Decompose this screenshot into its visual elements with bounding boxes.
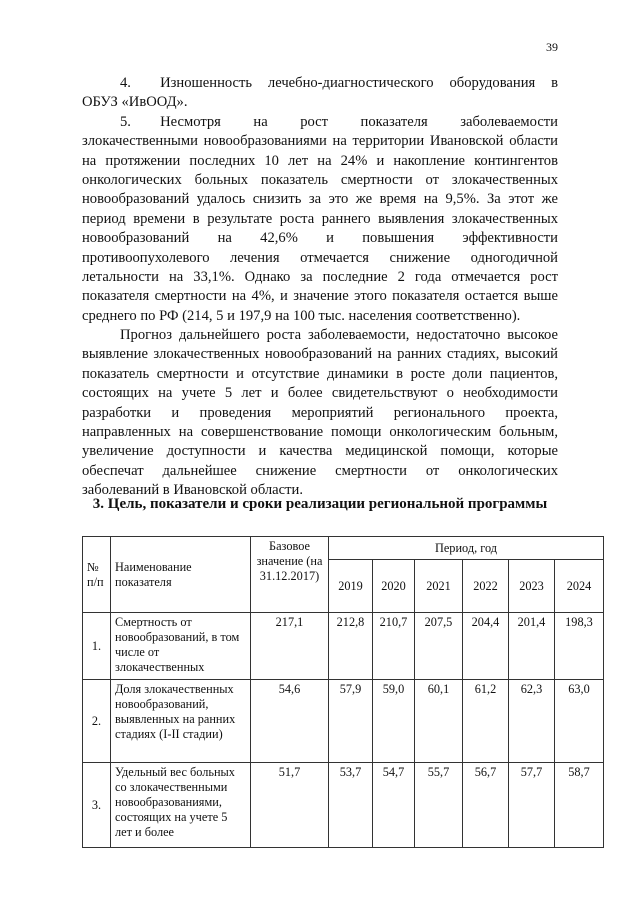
base-value: 217,1 xyxy=(251,613,329,680)
paragraph-line: направленных на совершенствование помощи онкологическим больным, xyxy=(82,424,558,441)
indicator-name: Удельный вес больных со злокачественными новообразованиями, состоящих на учете 5 лет и более xyxy=(111,763,251,848)
year-value: 62,3 xyxy=(509,680,555,763)
year-value: 55,7 xyxy=(415,763,463,848)
page-number: 39 xyxy=(546,40,558,54)
paragraph-line: на протяжении последних 10 лет на 24% и накопление контингентов xyxy=(82,152,558,169)
year-value: 56,7 xyxy=(463,763,509,848)
paragraph-line: период времени в результате роста раннего выявления злокачественных xyxy=(82,210,558,227)
paragraph-line: 4. Изношенность лечебно-диагностического оборудования в xyxy=(120,75,558,91)
paragraph-line: новообразований удалось снизить за это же время на 9,5%. За этот же xyxy=(82,191,558,208)
year-value: 207,5 xyxy=(415,613,463,680)
year-value: 57,7 xyxy=(509,763,555,848)
paragraph-line: ОБУЗ «ИвООД». xyxy=(82,94,188,111)
year-value: 201,4 xyxy=(509,613,555,680)
paragraph-line: показатель смертности и отсутствие динамики в росте доли пациентов, xyxy=(82,365,558,382)
paragraph-line: злокачественными новообразованиями на территории Ивановской области xyxy=(82,133,558,150)
year-value: 212,8 xyxy=(329,613,373,680)
row-number: 1. xyxy=(83,613,111,680)
year-value: 198,3 xyxy=(555,613,604,680)
indicators-table xyxy=(82,536,604,848)
paragraph-line: новообразований на 42,6% и повышения эффективности xyxy=(82,230,558,247)
year-value: 210,7 xyxy=(373,613,415,680)
row-number: 3. xyxy=(83,763,111,848)
header-period: Период, год xyxy=(329,537,604,560)
paragraph-line: среднего по РФ (214, 5 и 197,9 на 100 тыс. населения соответственно). xyxy=(82,307,521,324)
paragraph-line: 5. Несмотря на рост показателя заболеваемости xyxy=(120,113,558,130)
year-value: 63,0 xyxy=(555,680,604,763)
year-value: 60,1 xyxy=(415,680,463,763)
paragraph-line: увеличение доступности и качества медицинской помощи, которые xyxy=(82,443,558,460)
base-value: 51,7 xyxy=(251,763,329,848)
year-value: 58,7 xyxy=(555,763,604,848)
table-row xyxy=(83,763,604,848)
header-year: 2024 xyxy=(555,560,604,613)
header-year: 2020 xyxy=(373,560,415,613)
indicator-name: Доля злокачественных новообразований, выявленных на ранних стадиях (I-II стадии) xyxy=(111,680,251,763)
header-number: № п/п xyxy=(83,537,111,613)
header-name: Наименование показателя xyxy=(111,537,251,613)
paragraph-line: противоопухолевого лечения отмечается снижение одногодичной xyxy=(82,249,558,266)
year-value: 204,4 xyxy=(463,613,509,680)
paragraph-line: Прогноз дальнейшего роста заболеваемости, недостаточно высокое xyxy=(120,327,558,344)
header-base-value: Базовое значение (на 31.12.2017) xyxy=(251,537,329,613)
body-text xyxy=(82,74,558,501)
paragraph-line: разработки и проведения мероприятий регионального проекта, xyxy=(82,404,558,421)
base-value: 54,6 xyxy=(251,680,329,763)
header-year: 2022 xyxy=(463,560,509,613)
year-value: 57,9 xyxy=(329,680,373,763)
table-row xyxy=(83,613,604,680)
section-heading: 3. Цель, показатели и сроки реализации региональной программы xyxy=(92,496,548,512)
table-row xyxy=(83,680,604,763)
paragraph-line: летальности на 33,1%. Однако за последние 2 года отмечается рост xyxy=(82,268,558,285)
paragraph-line: показателя смертности на 4%, и значение этого показателя остается выше xyxy=(82,288,558,305)
year-value: 54,7 xyxy=(373,763,415,848)
paragraph-line: заболеваний в Ивановской области. xyxy=(82,482,303,499)
paragraph-line: онкологических больных показатель смертности от злокачественных xyxy=(82,171,558,188)
year-value: 53,7 xyxy=(329,763,373,848)
row-number: 2. xyxy=(83,680,111,763)
year-value: 61,2 xyxy=(463,680,509,763)
header-year: 2023 xyxy=(509,560,555,613)
header-year: 2019 xyxy=(329,560,373,613)
indicator-name: Смертность от новообразований, в том числе от злокачественных xyxy=(111,613,251,680)
year-value: 59,0 xyxy=(373,680,415,763)
paragraph-line: обеспечат дальнейшее снижение смертности от онкологических xyxy=(82,462,558,479)
paragraph-line: выявление злокачественных новообразований на ранних стадиях, высокий xyxy=(82,346,558,363)
paragraph-line: состоящих на учете 5 лет и более свидетельствуют о необходимости xyxy=(82,385,558,402)
header-year: 2021 xyxy=(415,560,463,613)
